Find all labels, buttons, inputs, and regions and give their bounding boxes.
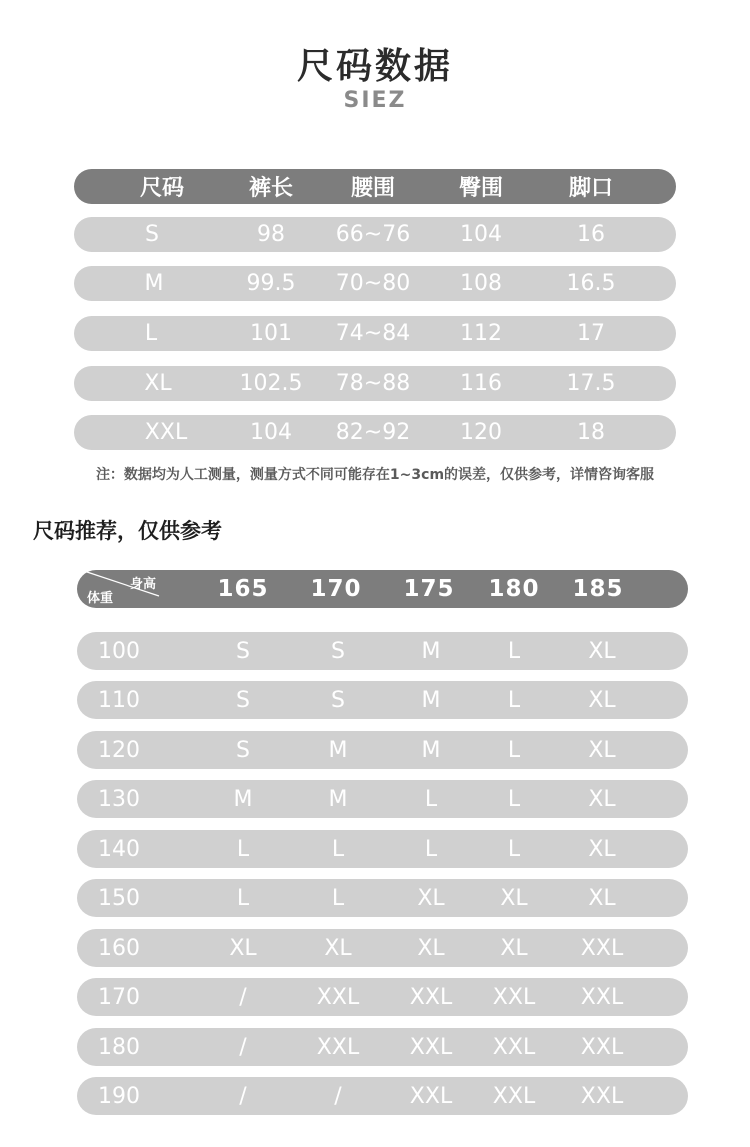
cell-size: XL [417, 935, 445, 961]
table-row [74, 266, 676, 301]
page-title: 尺码数据 [296, 46, 453, 87]
header-corner [77, 570, 165, 608]
table-row [74, 366, 676, 401]
cell-size: XXL [580, 1083, 624, 1109]
cell-size: XXL [580, 1034, 624, 1060]
header-height-170: 170 [310, 576, 362, 602]
table-row [77, 929, 688, 967]
cell-size: / [239, 984, 247, 1010]
cell-hip: 104 [460, 222, 502, 247]
cell-leg-opening: 17 [577, 321, 605, 346]
header-height-175: 175 [403, 576, 455, 602]
table-row [77, 731, 688, 769]
cell-size: S [236, 687, 250, 713]
cell-weight: 190 [98, 1083, 140, 1109]
cell-size: S [236, 638, 250, 664]
cell-leg-opening: 18 [577, 420, 605, 445]
cell-waist: 66~76 [335, 222, 411, 247]
header-leg-opening: 脚口 [568, 176, 613, 201]
cell-size: M [421, 687, 441, 713]
cell-size: XXL [144, 420, 188, 445]
cell-size: L [144, 321, 158, 346]
page-subtitle: SIEZ [343, 88, 407, 113]
table-row [77, 879, 688, 917]
cell-size: L [331, 836, 345, 862]
cell-size: XXL [580, 984, 624, 1010]
cell-size: XL [324, 935, 352, 961]
cell-size: / [239, 1034, 247, 1060]
cell-size: XL [588, 737, 616, 763]
cell-size: S [236, 737, 250, 763]
table-row [77, 1077, 688, 1115]
cell-leg-opening: 16 [577, 222, 605, 247]
cell-size: XL [588, 786, 616, 812]
header-waist: 腰围 [350, 176, 395, 201]
header-size: 尺码 [139, 176, 184, 201]
cell-size: XL [144, 371, 172, 396]
cell-weight: 140 [98, 836, 140, 862]
recommend-table-header [77, 570, 688, 608]
header-height-185: 185 [572, 576, 624, 602]
cell-weight: 160 [98, 935, 140, 961]
table-row [77, 830, 688, 868]
cell-hip: 108 [460, 271, 502, 296]
header-hip: 臀围 [458, 176, 503, 201]
cell-weight: 110 [98, 687, 140, 713]
recommend-title: 尺码推荐，仅供参考 [33, 519, 222, 543]
cell-pants-length: 104 [250, 420, 292, 445]
cell-size: / [334, 1083, 342, 1109]
table-row [74, 415, 676, 450]
cell-size: XXL [316, 1034, 360, 1060]
cell-size: M [233, 786, 253, 812]
cell-weight: 150 [98, 885, 140, 911]
cell-weight: 130 [98, 786, 140, 812]
cell-size: XXL [316, 984, 360, 1010]
cell-size: M [421, 737, 441, 763]
cell-size: XL [229, 935, 257, 961]
cell-size: XXL [409, 1034, 453, 1060]
cell-waist: 70~80 [335, 271, 411, 296]
table-row [77, 780, 688, 818]
table-row [77, 681, 688, 719]
cell-waist: 82~92 [335, 420, 411, 445]
cell-size: XXL [492, 1034, 536, 1060]
cell-size: L [507, 638, 521, 664]
cell-leg-opening: 17.5 [566, 371, 616, 396]
cell-weight: 120 [98, 737, 140, 763]
corner-weight-label: 体重 [87, 591, 114, 606]
cell-size: XL [588, 836, 616, 862]
cell-waist: 74~84 [335, 321, 411, 346]
cell-leg-opening: 16.5 [566, 271, 616, 296]
cell-size: M [328, 786, 348, 812]
cell-hip: 112 [460, 321, 502, 346]
header-height-165: 165 [217, 576, 269, 602]
cell-pants-length: 98 [257, 222, 285, 247]
table-row [74, 217, 676, 252]
cell-size: S [331, 638, 345, 664]
table-row [77, 632, 688, 670]
cell-hip: 116 [460, 371, 502, 396]
cell-weight: 180 [98, 1034, 140, 1060]
cell-size: M [421, 638, 441, 664]
cell-size: S [145, 222, 159, 247]
header-height-180: 180 [488, 576, 540, 602]
cell-size: XL [588, 687, 616, 713]
cell-size: M [328, 737, 348, 763]
cell-size: L [507, 737, 521, 763]
cell-size: L [507, 687, 521, 713]
cell-hip: 120 [460, 420, 502, 445]
cell-waist: 78~88 [335, 371, 411, 396]
cell-size: XL [588, 638, 616, 664]
cell-size: L [424, 836, 438, 862]
cell-size: / [239, 1083, 247, 1109]
table-row [77, 978, 688, 1016]
cell-weight: 170 [98, 984, 140, 1010]
cell-pants-length: 99.5 [246, 271, 296, 296]
cell-size: L [507, 836, 521, 862]
cell-pants-length: 102.5 [239, 371, 303, 396]
table-row [74, 316, 676, 351]
corner-height-label: 身高 [130, 577, 157, 592]
size-table-header [74, 169, 676, 204]
cell-size: M [144, 271, 164, 296]
cell-size: XXL [409, 1083, 453, 1109]
cell-size: L [236, 885, 250, 911]
cell-size: XL [500, 885, 528, 911]
cell-size: XL [417, 885, 445, 911]
cell-size: XL [500, 935, 528, 961]
cell-size: XXL [409, 984, 453, 1010]
cell-size: L [507, 786, 521, 812]
cell-size: L [236, 836, 250, 862]
measurement-note: 注：数据均为人工测量，测量方式不同可能存在1~3cm的误差，仅供参考，详情咨询客服 [95, 467, 655, 483]
cell-weight: 100 [98, 638, 140, 664]
cell-size: XXL [492, 984, 536, 1010]
cell-size: XL [588, 885, 616, 911]
cell-size: S [331, 687, 345, 713]
cell-pants-length: 101 [250, 321, 292, 346]
table-row [77, 1028, 688, 1066]
cell-size: L [424, 786, 438, 812]
cell-size: L [331, 885, 345, 911]
header-pants-length: 裤长 [248, 176, 293, 201]
cell-size: XXL [580, 935, 624, 961]
cell-size: XXL [492, 1083, 536, 1109]
